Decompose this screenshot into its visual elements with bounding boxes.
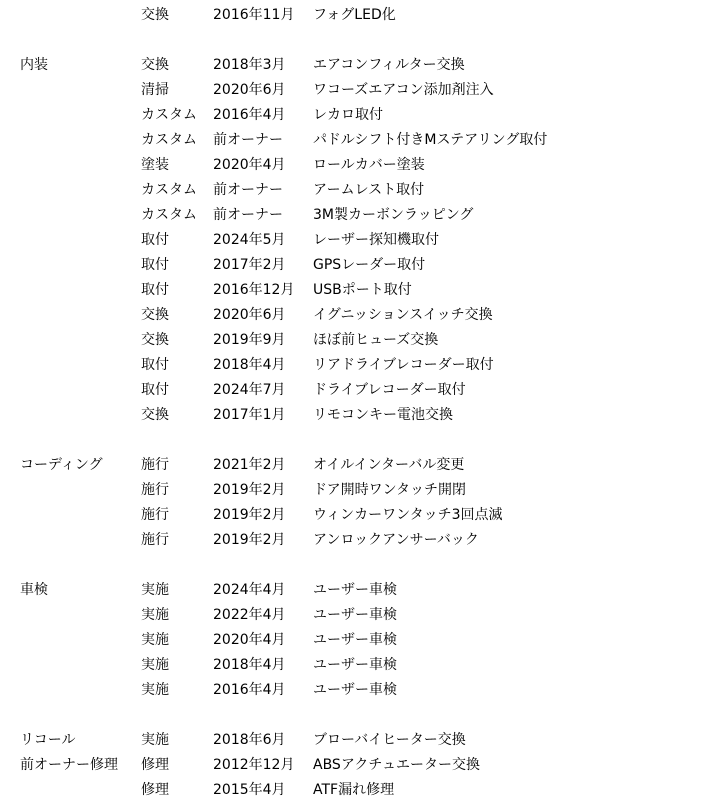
category-cell: リコール: [20, 732, 76, 748]
action-cell: カスタム: [141, 107, 197, 123]
date-cell: 2024年5月: [213, 232, 286, 248]
history-row: [0, 728, 716, 753]
description-cell: フォグLED化: [313, 7, 396, 23]
action-cell: 取付: [141, 257, 169, 273]
action-cell: 実施: [141, 657, 169, 673]
date-cell: 2012年12月: [213, 757, 295, 773]
description-cell: ブローバイヒーター交換: [313, 732, 466, 748]
date-cell: 2016年4月: [213, 682, 286, 698]
history-row: [0, 153, 716, 178]
history-row: [0, 128, 716, 153]
description-cell: USBポート取付: [313, 282, 412, 298]
description-cell: パドルシフト付きMステアリング取付: [313, 132, 548, 148]
description-cell: ワコーズエアコン添加剤注入: [313, 82, 494, 98]
date-cell: 2016年4月: [213, 107, 286, 123]
category-cell: 内装: [20, 57, 48, 73]
date-cell: 2019年2月: [213, 507, 286, 523]
description-cell: リモコンキー電池交換: [313, 407, 453, 423]
description-cell: ウィンカーワンタッチ3回点滅: [313, 507, 503, 523]
category-cell: 前オーナー修理: [20, 757, 118, 773]
description-cell: ユーザー車検: [313, 682, 397, 698]
description-cell: ドア開時ワンタッチ開閉: [313, 482, 467, 498]
history-row: [0, 403, 716, 428]
date-cell: 2020年6月: [213, 307, 286, 323]
description-cell: オイルインターバル変更: [313, 457, 465, 473]
description-cell: ユーザー車検: [313, 607, 397, 623]
history-row: [0, 778, 716, 803]
date-cell: 2024年7月: [213, 382, 286, 398]
action-cell: カスタム: [141, 132, 197, 148]
description-cell: ほぼ前ヒューズ交換: [313, 332, 439, 348]
history-row: [0, 628, 716, 653]
blank-spacer-row: [0, 553, 716, 578]
date-cell: 2021年2月: [213, 457, 286, 473]
history-row: [0, 303, 716, 328]
action-cell: カスタム: [141, 182, 197, 198]
date-cell: 2017年1月: [213, 407, 286, 423]
history-row: [0, 203, 716, 228]
date-cell: 2015年4月: [213, 782, 286, 798]
date-cell: 2016年12月: [213, 282, 295, 298]
action-cell: 取付: [141, 357, 169, 373]
action-cell: 施行: [141, 532, 169, 548]
history-row: [0, 578, 716, 603]
date-cell: 2018年6月: [213, 732, 286, 748]
date-cell: 2019年2月: [213, 532, 286, 548]
history-row: [0, 378, 716, 403]
history-row: [0, 78, 716, 103]
action-cell: 取付: [141, 382, 169, 398]
history-row: [0, 53, 716, 78]
date-cell: 2016年11月: [213, 7, 295, 23]
category-cell: コーディング: [20, 457, 103, 473]
action-cell: 施行: [141, 482, 169, 498]
action-cell: 施行: [141, 457, 169, 473]
blank-spacer-row: [0, 703, 716, 728]
action-cell: カスタム: [141, 207, 197, 223]
history-row: [0, 353, 716, 378]
history-row: [0, 328, 716, 353]
history-row: [0, 678, 716, 703]
action-cell: 実施: [141, 682, 169, 698]
description-cell: アンロックアンサーバック: [313, 532, 479, 548]
history-row: [0, 3, 716, 28]
action-cell: 施行: [141, 507, 169, 523]
description-cell: レカロ取付: [313, 107, 383, 123]
history-row: [0, 453, 716, 478]
date-cell: 2017年2月: [213, 257, 286, 273]
date-cell: 2018年3月: [213, 57, 286, 73]
history-row: [0, 503, 716, 528]
action-cell: 取付: [141, 282, 169, 298]
category-cell: 車検: [20, 582, 48, 598]
action-cell: 実施: [141, 632, 169, 648]
description-cell: リアドライブレコーダー取付: [313, 357, 494, 373]
history-row: [0, 278, 716, 303]
action-cell: 交換: [141, 7, 169, 23]
history-row: [0, 753, 716, 778]
action-cell: 修理: [141, 782, 169, 798]
date-cell: 2018年4月: [213, 657, 286, 673]
date-cell: 前オーナー: [213, 182, 283, 198]
action-cell: 実施: [141, 582, 169, 598]
description-cell: ロールカバー塗装: [313, 157, 425, 173]
date-cell: 2024年4月: [213, 582, 286, 598]
description-cell: レーザー探知機取付: [313, 232, 439, 248]
description-cell: エアコンフィルター交換: [313, 57, 465, 73]
date-cell: 前オーナー: [213, 207, 283, 223]
date-cell: 2020年4月: [213, 157, 286, 173]
description-cell: ATF漏れ修理: [313, 782, 395, 798]
date-cell: 2022年4月: [213, 607, 286, 623]
description-cell: ユーザー車検: [313, 632, 397, 648]
history-row: [0, 178, 716, 203]
date-cell: 2020年6月: [213, 82, 286, 98]
description-cell: 3M製カーボンラッピング: [313, 207, 474, 223]
blank-spacer-row: [0, 428, 716, 453]
description-cell: ユーザー車検: [313, 582, 397, 598]
maintenance-history-list: [0, 3, 716, 803]
action-cell: 塗装: [141, 157, 169, 173]
date-cell: 2019年9月: [213, 332, 286, 348]
date-cell: 2018年4月: [213, 357, 286, 373]
action-cell: 取付: [141, 232, 169, 248]
action-cell: 実施: [141, 607, 169, 623]
action-cell: 交換: [141, 307, 169, 323]
action-cell: 交換: [141, 332, 169, 348]
blank-spacer-row: [0, 28, 716, 53]
action-cell: 清掃: [141, 82, 169, 98]
action-cell: 修理: [141, 757, 169, 773]
description-cell: ABSアクチュエーター交換: [313, 757, 480, 773]
action-cell: 交換: [141, 57, 169, 73]
history-row: [0, 253, 716, 278]
description-cell: ユーザー車検: [313, 657, 397, 673]
date-cell: 2019年2月: [213, 482, 286, 498]
description-cell: アームレスト取付: [313, 182, 425, 198]
history-row: [0, 653, 716, 678]
action-cell: 交換: [141, 407, 169, 423]
date-cell: 前オーナー: [213, 132, 283, 148]
history-row: [0, 228, 716, 253]
description-cell: GPSレーダー取付: [313, 257, 426, 273]
history-row: [0, 603, 716, 628]
date-cell: 2020年4月: [213, 632, 286, 648]
action-cell: 実施: [141, 732, 169, 748]
history-row: [0, 528, 716, 553]
history-row: [0, 478, 716, 503]
description-cell: イグニッションスイッチ交換: [313, 307, 493, 323]
description-cell: ドライブレコーダー取付: [313, 382, 466, 398]
history-row: [0, 103, 716, 128]
